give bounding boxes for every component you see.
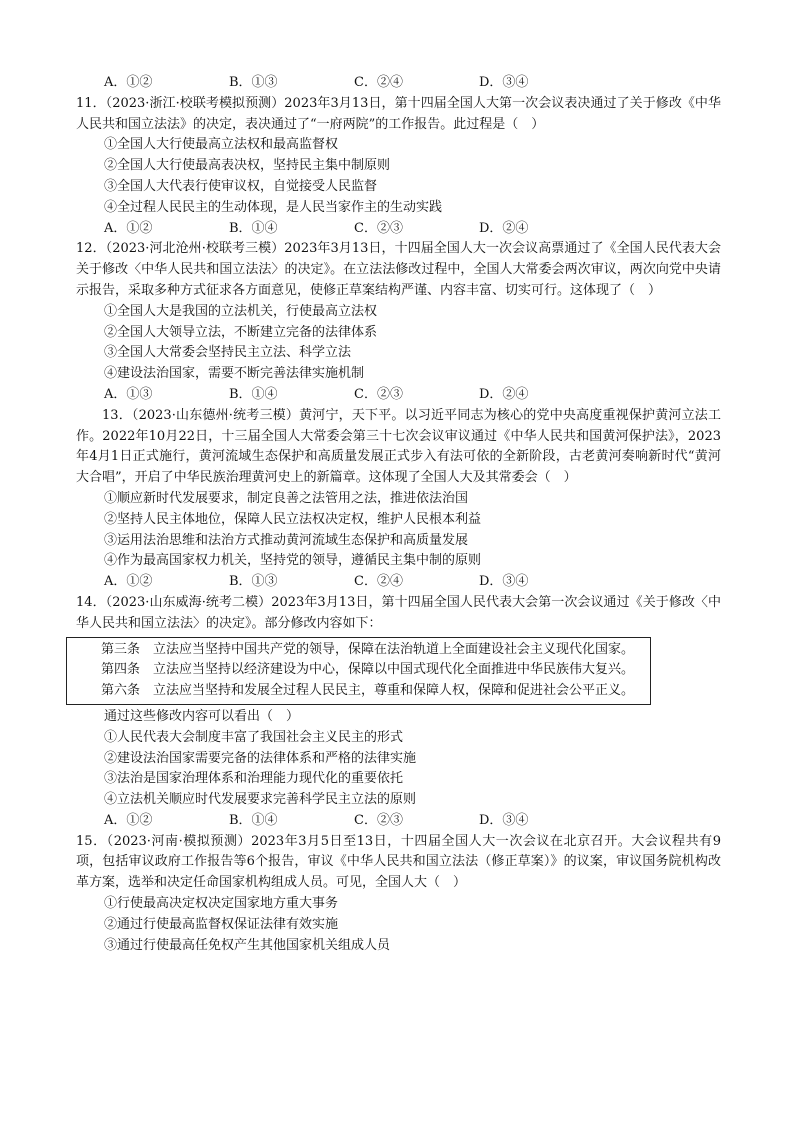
option-4: ④作为最高国家权力机关，坚持党的领导，遵循民主集中制的原则 <box>104 553 482 569</box>
option-4: ④建设法治国家，需要不断完善法律实施机制 <box>104 366 365 382</box>
answer-b[interactable]: B．①③ <box>229 574 278 590</box>
question-stem: 13．（2023·山东德州·统考三模）黄河宁，天下平。以习近平同志为核心的党中央高度重视保护黄河立法工作。2022年10月22日，十三届全国人大常委会第三十七次会议审议通过《中华人民共和国黄河保护法》，2023年4月1日正式施行，黄河流域生态保护和高质量发展正式步入有法可依的全新阶段，古老黄河奏响新时代“黄河大合唱”，开启了中华民族治理黄河史上的新篇章。这体现了全国人大及其常委会（ ） <box>76 407 721 486</box>
answer-c[interactable]: C．②④ <box>354 75 403 90</box>
option-3: ③通过行使最高任免权产生其他国家机关组成人员 <box>104 937 391 953</box>
answer-c[interactable]: C．②③ <box>354 220 403 236</box>
answer-c[interactable]: C．②③ <box>354 812 403 828</box>
option-2: ②全国人大领导立法，不断建立完备的法律体系 <box>104 324 378 340</box>
question-15 <box>76 832 721 957</box>
answer-c[interactable]: C．②③ <box>354 386 403 402</box>
question-stem: 11．（2023·浙江·校联考模拟预测）2023年3月13日，第十四届全国人大第一次会议表决通过了关于修改《中华人民共和国立法法》的决定，表决通过了“一府两院”的工作报告。此过程是（ ） <box>76 95 721 132</box>
answer-d[interactable]: D．③④ <box>479 574 529 590</box>
answer-row <box>104 219 721 240</box>
option-2: ②全国人大行使最高表决权，坚持民主集中制原则 <box>104 158 391 174</box>
answer-d[interactable]: D．②④ <box>479 386 529 402</box>
question-stem: 12．（2023·河北沧州·校联考三模）2023年3月13日，十四届全国人大一次会议高票通过了《全国人民代表大会关于修改〈中华人民共和国立法法〉的决定》。在立法法修改过程中，全国人大常委会两次审议，两次向党中央请示报告，采取多种方式征求各方面意见，使修正草案结构严谨、内容丰富、切实可行。这体现了（ ） <box>76 241 721 298</box>
answer-a[interactable]: A．①③ <box>104 386 153 402</box>
option-1: ①行使最高决定权决定国家地方重大事务 <box>104 896 339 912</box>
option-2: ②通过行使最高监督权保证法律有效实施 <box>104 916 339 932</box>
answer-a[interactable]: A．①② <box>104 75 153 90</box>
question-stem: 15．（2023·河南·模拟预测）2023年3月5日至13日，十四届全国人大一次会议在北京召开。大会议程共有9项，包括审议政府工作报告等6个报告，审议《中华人民共和国立法法（修正草案）》的议案，审议国务院机构改革方案，选举和决定任命国家机构组成人员。可见，全国人大（ ） <box>76 833 721 891</box>
article-3: 第三条 立法应当坚持中国共产党的领导，保障在法治轨道上全面建设社会主义现代化国家。 <box>101 641 635 657</box>
answer-b[interactable]: B．①④ <box>229 220 278 236</box>
option-2: ②建设法治国家需要完备的法律体系和严格的法律实施 <box>104 750 417 766</box>
article-6: 第六条 立法应当坚持和发展全过程人民民主，尊重和保障人权，保障和促进社会公平正义。 <box>101 683 635 699</box>
answer-d[interactable]: D．②④ <box>479 220 529 236</box>
option-4: ④立法机关顺应时代发展要求完善科学民主立法的原则 <box>104 792 417 808</box>
answer-a[interactable]: A．①② <box>104 220 153 236</box>
answer-row <box>104 811 721 832</box>
question-11 <box>76 94 721 240</box>
option-3: ③运用法治思维和法治方式推动黄河流域生态保护和高质量发展 <box>104 532 469 548</box>
option-1: ①人民代表大会制度丰富了我国社会主义民主的形式 <box>104 729 404 745</box>
answer-d[interactable]: D．③④ <box>479 812 529 828</box>
answer-b[interactable]: B．①④ <box>229 812 278 828</box>
question-12 <box>76 239 721 405</box>
q10-answer-row <box>104 73 721 94</box>
answer-d[interactable]: D．③④ <box>479 75 529 90</box>
option-3: ③全国人大代表行使审议权，自觉接受人民监督 <box>104 178 378 194</box>
question-13 <box>76 406 721 593</box>
question-lead: 通过这些修改内容可以看出（ ） <box>104 708 300 724</box>
option-4: ④全过程人民民主的生动体现，是人民当家作主的生动实践 <box>104 199 443 215</box>
answer-b[interactable]: B．①④ <box>229 386 278 402</box>
option-2: ②坚持人民主体地位，保障人民立法权决定权，维护人民根本利益 <box>104 511 482 527</box>
exam-page <box>76 73 721 956</box>
material-box <box>66 637 651 705</box>
answer-row <box>104 385 721 406</box>
option-3: ③法治是国家治理体系和治理能力现代化的重要依托 <box>104 771 404 787</box>
option-1: ①全国人大是我国的立法机关，行使最高立法权 <box>104 303 378 319</box>
answer-row <box>104 572 721 593</box>
answer-b[interactable]: B．①③ <box>229 75 278 90</box>
option-1: ①顺应新时代发展要求，制定良善之法管用之法，推进依法治国 <box>104 490 469 506</box>
answer-a[interactable]: A．①② <box>104 574 153 590</box>
answer-a[interactable]: A．①② <box>104 812 153 828</box>
option-1: ①全国人大行使最高立法权和最高监督权 <box>104 137 339 153</box>
answer-c[interactable]: C．②④ <box>354 574 403 590</box>
question-stem: 14．（2023·山东威海·统考二模）2023年3月13日，第十四届全国人民代表大会第一次会议通过《关于修改〈中华人民共和国立法法〉的决定》。部分修改内容如下： <box>76 594 721 631</box>
article-4: 第四条 立法应当坚持以经济建设为中心，保障以中国式现代化全面推进中华民族伟大复兴。 <box>101 662 635 678</box>
question-14 <box>76 593 721 832</box>
option-3: ③全国人大常委会坚持民主立法、科学立法 <box>104 345 352 361</box>
